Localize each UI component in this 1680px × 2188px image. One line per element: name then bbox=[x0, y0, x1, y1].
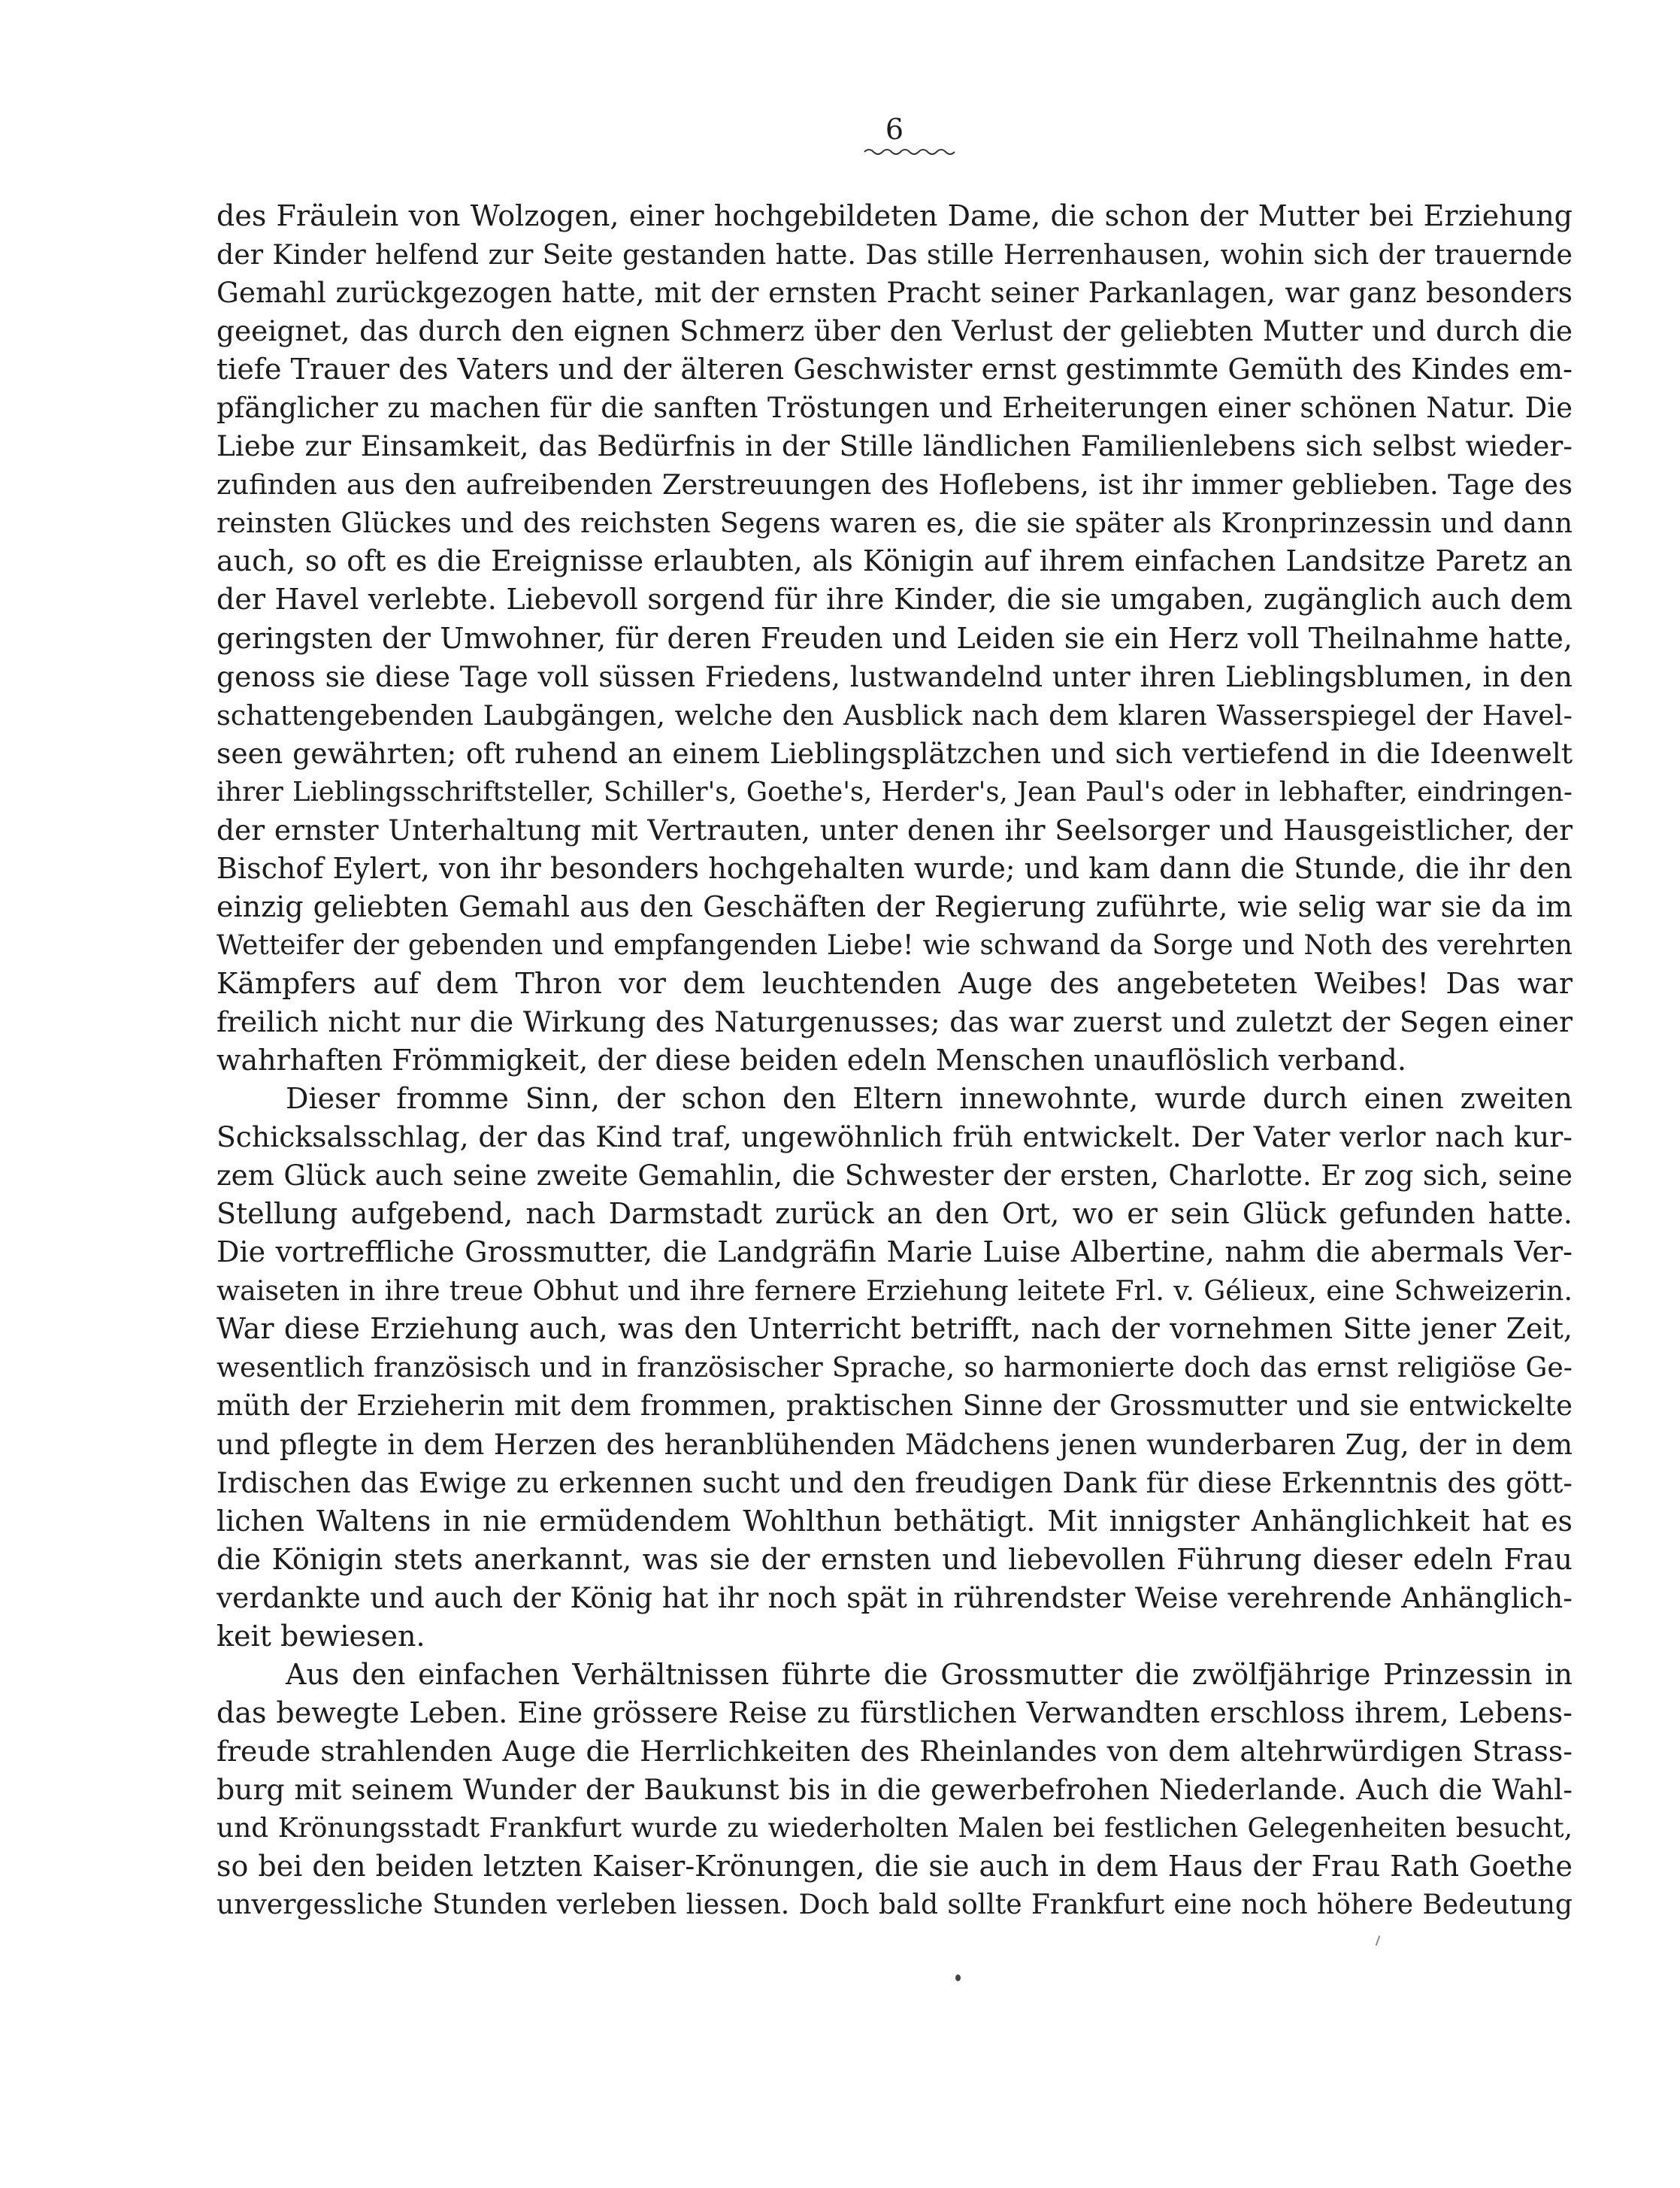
text-line: War diese Erziehung auch, was den Unterricht betrifft, nach der vornehmen Sitte jener Zeit, bbox=[216, 1312, 1573, 1346]
page-number: 6 bbox=[885, 113, 904, 146]
text-line: und pflegte in dem Herzen des heranblühenden Mädchens jenen wunderbaren Zug, der in dem bbox=[216, 1428, 1573, 1461]
text-line: waiseten in ihre treue Obhut und ihre fernere Erziehung leitete Frl. v. Gélieux, eine Schweizerin. bbox=[216, 1274, 1573, 1308]
text-line: keit bewiesen. bbox=[216, 1619, 425, 1653]
text-line: Bischof Eylert, von ihr besonders hochgehalten wurde; und kam dann die Stunde, die ihr den bbox=[216, 851, 1573, 885]
text-line: Irdischen das Ewige zu erkennen sucht und den freudigen Dank für diese Erkenntnis des gött- bbox=[216, 1465, 1573, 1499]
text-line: der Kinder helfend zur Seite gestanden hatte. Das stille Herrenhausen, wohin sich der trauernde bbox=[216, 238, 1573, 271]
text-line: Liebe zur Einsamkeit, das Bedürfnis in der Stille ländlichen Familienlebens sich selbst wieder- bbox=[216, 429, 1573, 463]
text-line: pfänglicher zu machen für die sanften Tröstungen und Erheiterungen einer schönen Natur. Die bbox=[216, 392, 1573, 425]
text-line: Die vortreffliche Grossmutter, die Landgräfin Marie Luise Albertine, nahm die abermals Ver- bbox=[216, 1235, 1573, 1269]
text-line: geringsten der Umwohner, für deren Freuden und Leiden sie ein Herz voll Theilnahme hatte, bbox=[216, 621, 1573, 655]
text-line: Schicksalsschlag, der das Kind traf, ungewöhnlich früh entwickelt. Der Vater verlor nach kur- bbox=[216, 1120, 1573, 1154]
text-line: schattengebenden Laubgängen, welche den Ausblick nach dem klaren Wasserspiegel der Havel- bbox=[216, 699, 1573, 732]
text-line: freude strahlenden Auge die Herrlichkeiten des Rheinlandes von dem altehrwürdigen Strass- bbox=[216, 1734, 1573, 1768]
text-line: müth der Erzieherin mit dem frommen, praktischen Sinne der Grossmutter und sie entwickelte bbox=[216, 1389, 1573, 1423]
text-line: geeignet, das durch den eignen Schmerz über den Verlust der geliebten Mutter und durch die bbox=[216, 314, 1573, 348]
text-line: burg mit seinem Wunder der Baukunst bis in die gewerbefrohen Niederlande. Auch die Wahl- bbox=[216, 1772, 1573, 1806]
text-line: des Fräulein von Wolzogen, einer hochgebildeten Dame, die schon der Mutter bei Erziehung bbox=[216, 199, 1573, 232]
text-line: auch, so oft es die Ereignisse erlaubten, als Königin auf ihrem einfachen Landsitze Paretz an bbox=[216, 544, 1573, 578]
text-line: verdankte und auch der König hat ihr noch spät in rührendster Weise verehrende Anhänglich- bbox=[216, 1580, 1573, 1614]
text-line: und Krönungsstadt Frankfurt wurde zu wiederholten Malen bei festlichen Gelegenheiten besucht, bbox=[216, 1812, 1573, 1844]
text-line: Aus den einfachen Verhältnissen führte die Grossmutter die zwölfjährige Prinzessin in bbox=[286, 1657, 1573, 1691]
text-line: einzig geliebten Gemahl aus den Geschäften der Regierung zuführte, wie selig war sie da im bbox=[216, 889, 1573, 923]
text-line: Kämpfers auf dem Thron vor dem leuchtenden Auge des angebeteten Weibes! Das war bbox=[216, 966, 1573, 1000]
text-line: wesentlich französisch und in französischer Sprache, so harmonierte doch das ernst religiöse Ge- bbox=[216, 1351, 1573, 1384]
text-line: so bei den beiden letzten Kaiser-Krönungen, die sie auch in dem Haus der Frau Rath Goethe bbox=[216, 1850, 1573, 1883]
text-line: seen gewährten; oft ruhend an einem Lieblingsplätzchen und sich vertiefend in die Ideenwelt bbox=[216, 736, 1573, 770]
text-line: freilich nicht nur die Wirkung des Naturgenusses; das war zuerst und zuletzt der Segen einer bbox=[216, 1005, 1573, 1038]
margin-mark bbox=[1376, 1935, 1381, 1946]
text-line: das bewegte Leben. Eine grössere Reise zu fürstlichen Verwandten erschloss ihrem, Lebens- bbox=[216, 1696, 1573, 1729]
text-line: wahrhaften Frömmigkeit, der diese beiden edeln Menschen unauflöslich verband. bbox=[216, 1044, 1406, 1077]
text-line: zufinden aus den aufreibenden Zerstreuungen des Hoflebens, ist ihr immer geblieben. Tage des bbox=[216, 468, 1573, 502]
text-line: Gemahl zurückgezogen hatte, mit der ernsten Pracht seiner Parkanlagen, war ganz besonders bbox=[216, 276, 1573, 310]
text-line: Stellung aufgebend, nach Darmstadt zurück an den Ort, wo er sein Glück gefunden hatte. bbox=[216, 1197, 1573, 1231]
text-line: reinsten Glückes und des reichsten Segens waren es, die sie später als Kronprinzessin und dann bbox=[216, 507, 1573, 540]
text-line: Wetteifer der gebenden und empfangenden Liebe! wie schwand da Sorge und Noth des verehrten bbox=[216, 929, 1573, 961]
body-text bbox=[216, 197, 1573, 1924]
text-line: unvergessliche Stunden verleben liessen. Doch bald sollte Frankfurt eine noch höhere Bedeutung bbox=[216, 1889, 1573, 1921]
text-line: tiefe Trauer des Vaters und der älteren Geschwister ernst gestimmte Gemüth des Kindes em- bbox=[216, 353, 1573, 386]
text-line: Dieser fromme Sinn, der schon den Eltern innewohnte, wurde durch einen zweiten bbox=[286, 1082, 1573, 1116]
page-number-flourish bbox=[863, 146, 959, 161]
text-line: genoss sie diese Tage voll süssen Friedens, lustwandelnd unter ihren Lieblingsblumen, in den bbox=[216, 659, 1573, 693]
text-line: ihrer Lieblingsschriftsteller, Schiller's, Goethe's, Herder's, Jean Paul's oder in lebhafter, eindringen- bbox=[216, 776, 1573, 808]
text-line: zem Glück auch seine zweite Gemahlin, die Schwester der ersten, Charlotte. Er zog sich, seine bbox=[216, 1159, 1573, 1192]
text-line: die Königin stets anerkannt, was sie der ernsten und liebevollen Führung dieser edeln Frau bbox=[216, 1542, 1573, 1576]
text-line: der Havel verlebte. Liebevoll sorgend für ihre Kinder, die sie umgaben, zugänglich auch dem bbox=[216, 583, 1573, 617]
text-line: der ernster Unterhaltung mit Vertrauten, unter denen ihr Seelsorger und Hausgeistlicher, der bbox=[216, 813, 1573, 847]
text-line: lichen Waltens in nie ermüdendem Wohlthun bethätigt. Mit innigster Anhänglichkeit hat es bbox=[216, 1504, 1573, 1538]
ink-spot bbox=[955, 1974, 961, 1981]
